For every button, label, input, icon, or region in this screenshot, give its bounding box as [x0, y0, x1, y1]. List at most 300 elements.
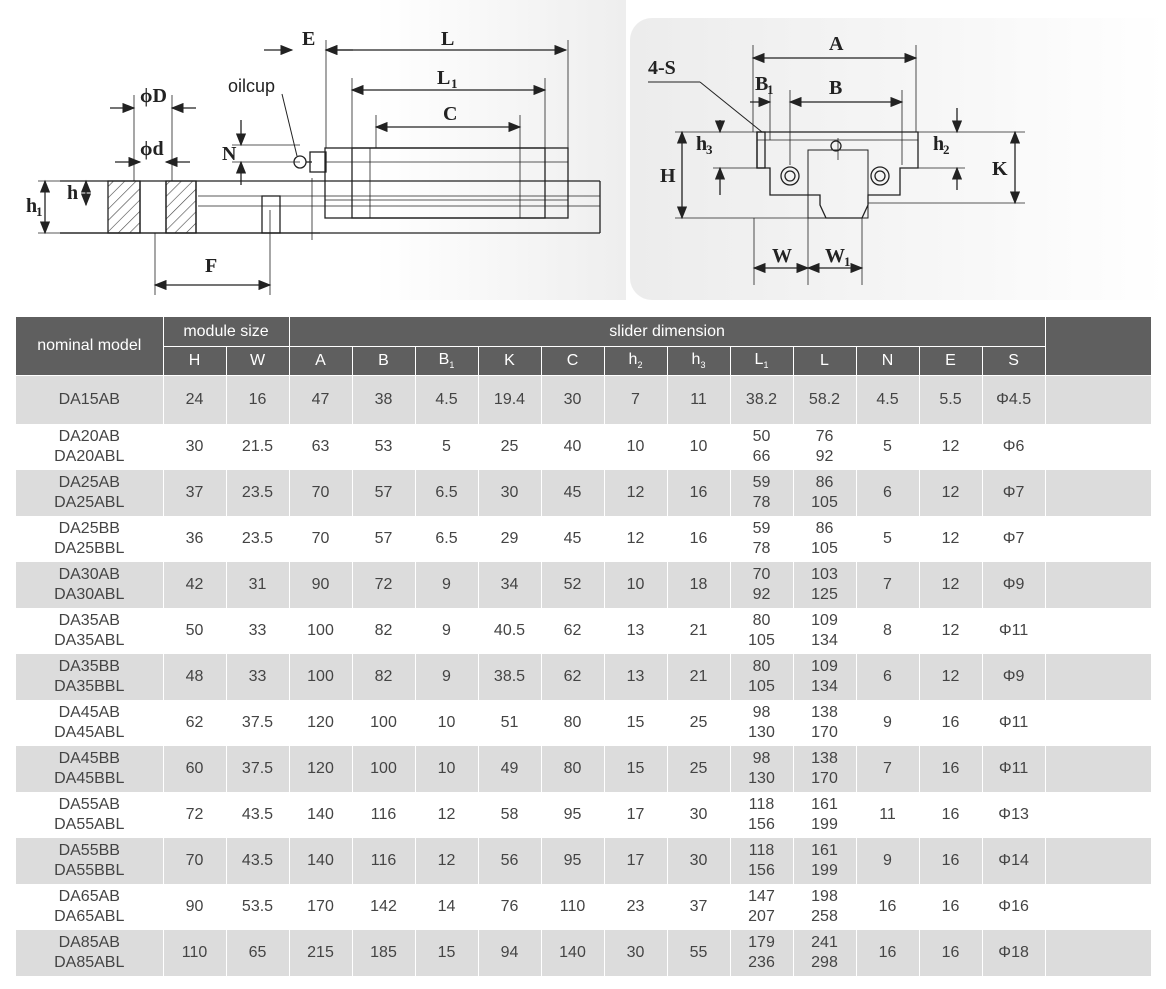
value-h3: 25	[689, 760, 708, 777]
label-K: K	[992, 158, 1008, 180]
value-l: 161	[811, 842, 838, 859]
column-header	[478, 347, 541, 376]
cell-k	[478, 562, 541, 608]
cell-a	[289, 376, 352, 425]
header-slider-dimension: slider dimension	[289, 317, 1045, 347]
column-header-subscript: 2	[637, 360, 643, 371]
label-B: B	[829, 77, 843, 99]
value-h2: 7	[631, 391, 640, 408]
value-h: 70	[185, 852, 204, 869]
cell-n	[856, 376, 919, 425]
label-h: h	[67, 182, 79, 204]
value-e: 12	[941, 668, 960, 685]
value-l1: 98	[752, 704, 771, 721]
value-h2: 12	[626, 484, 645, 501]
value-h2: 13	[626, 622, 645, 639]
value-e: 16	[941, 714, 960, 731]
label-h1-sub: 1	[36, 204, 43, 219]
value-a: 120	[307, 714, 334, 731]
cell-h3	[667, 792, 730, 838]
value-h: 90	[185, 898, 204, 915]
value-s: Φ11	[998, 622, 1029, 639]
cell-w	[226, 930, 289, 976]
value-b1: 9	[442, 622, 451, 639]
cell-k	[478, 930, 541, 976]
model-name: DA35AB	[58, 612, 120, 629]
value-h: 37	[185, 484, 204, 501]
cell-b1	[415, 838, 478, 884]
cell-l1	[730, 424, 793, 470]
value-b: 53	[374, 438, 393, 455]
value-e: 12	[941, 438, 960, 455]
cell-l	[793, 654, 856, 700]
value-l: 198	[811, 888, 838, 905]
cell-b	[352, 792, 415, 838]
cell-model	[16, 746, 163, 792]
cell-a	[289, 654, 352, 700]
value-l-long: 298	[811, 954, 838, 971]
cell-s	[982, 884, 1045, 930]
value-b: 72	[374, 576, 393, 593]
cell-c	[541, 930, 604, 976]
value-h3: 37	[689, 898, 708, 915]
value-l1: 98	[752, 750, 771, 767]
cell-c	[541, 746, 604, 792]
value-e: 16	[941, 806, 960, 823]
value-e: 12	[941, 622, 960, 639]
label-E: E	[302, 28, 316, 50]
cell-s	[982, 654, 1045, 700]
value-b1: 5	[442, 438, 451, 455]
value-b: 100	[370, 760, 397, 777]
cell-blank	[1045, 792, 1151, 838]
cell-c	[541, 792, 604, 838]
value-l1: 59	[752, 520, 771, 537]
cell-c	[541, 424, 604, 470]
value-n: 5	[883, 438, 892, 455]
model-name-long: DA65ABL	[54, 908, 125, 925]
cell-blank	[1045, 376, 1151, 425]
cell-n	[856, 884, 919, 930]
label-A: A	[829, 33, 844, 55]
model-name-long: DA20ABL	[54, 448, 125, 465]
cell-b1	[415, 792, 478, 838]
cell-h3	[667, 746, 730, 792]
value-b1: 12	[437, 852, 456, 869]
value-w: 33	[248, 668, 267, 685]
cell-model	[16, 516, 163, 562]
side-view-drawing	[38, 40, 600, 295]
cell-h2	[604, 700, 667, 746]
cell-h	[163, 930, 226, 976]
model-name-long: DA55BBL	[54, 862, 125, 879]
model-name: DA55BB	[58, 842, 120, 859]
cell-e	[919, 516, 982, 562]
cell-h2	[604, 746, 667, 792]
value-b1: 6.5	[435, 530, 458, 547]
cell-h2	[604, 608, 667, 654]
value-l: 161	[811, 796, 838, 813]
cell-blank	[1045, 424, 1151, 470]
model-name: DA30AB	[58, 566, 120, 583]
cell-n	[856, 608, 919, 654]
cell-h2	[604, 470, 667, 516]
cell-n	[856, 516, 919, 562]
cell-model	[16, 792, 163, 838]
cell-e	[919, 792, 982, 838]
cell-l	[793, 884, 856, 930]
value-e: 16	[941, 760, 960, 777]
value-l1: 118	[748, 842, 775, 859]
table-row	[16, 470, 1151, 516]
value-a: 140	[307, 806, 334, 823]
cell-h	[163, 884, 226, 930]
cell-w	[226, 470, 289, 516]
value-a: 70	[311, 530, 330, 547]
value-l-long: 134	[811, 632, 838, 649]
cell-h3	[667, 376, 730, 425]
value-c: 45	[563, 530, 582, 547]
label-B1: B	[755, 73, 769, 95]
cell-n	[856, 562, 919, 608]
value-k: 19.4	[493, 391, 526, 408]
cell-c	[541, 700, 604, 746]
value-h3: 25	[689, 714, 708, 731]
model-name: DA35BB	[58, 658, 120, 675]
cell-k	[478, 654, 541, 700]
cell-e	[919, 930, 982, 976]
header-blank	[1045, 317, 1151, 376]
cell-h3	[667, 838, 730, 884]
cell-a	[289, 700, 352, 746]
label-L1-sub: 1	[451, 76, 458, 91]
model-name-long: DA45BBL	[54, 770, 125, 787]
cell-a	[289, 838, 352, 884]
value-e: 12	[941, 530, 960, 547]
model-name-long: DA30ABL	[54, 586, 125, 603]
value-h2: 30	[626, 944, 645, 961]
cell-n	[856, 838, 919, 884]
value-n: 6	[883, 668, 892, 685]
value-a: 140	[307, 852, 334, 869]
cell-e	[919, 838, 982, 884]
value-l1: 179	[748, 934, 775, 951]
cell-k	[478, 700, 541, 746]
label-h2-sub: 2	[943, 142, 950, 157]
value-l: 109	[811, 658, 838, 675]
cell-w	[226, 516, 289, 562]
cell-s	[982, 700, 1045, 746]
value-h3: 55	[689, 944, 708, 961]
cell-b1	[415, 700, 478, 746]
value-k: 25	[500, 438, 519, 455]
label-C: C	[443, 103, 458, 125]
value-l1-long: 156	[748, 816, 775, 833]
value-h2: 17	[626, 806, 645, 823]
cell-model	[16, 838, 163, 884]
cell-k	[478, 376, 541, 425]
value-k: 51	[500, 714, 519, 731]
cell-a	[289, 746, 352, 792]
table-row	[16, 608, 1151, 654]
value-l1-long: 156	[748, 862, 775, 879]
cell-w	[226, 792, 289, 838]
table-body	[16, 376, 1151, 977]
cell-h3	[667, 516, 730, 562]
value-h2: 15	[626, 760, 645, 777]
column-header-main: L	[820, 352, 829, 369]
label-h1: h	[26, 195, 38, 217]
cell-e	[919, 654, 982, 700]
value-b: 142	[370, 898, 397, 915]
cell-e	[919, 562, 982, 608]
cell-h	[163, 838, 226, 884]
cell-h3	[667, 608, 730, 654]
label-h2: h	[933, 133, 945, 155]
cell-n	[856, 792, 919, 838]
label-W: W	[772, 245, 792, 267]
value-s: Φ11	[998, 714, 1029, 731]
label-H: H	[660, 165, 676, 187]
value-l: 241	[811, 934, 838, 951]
cell-a	[289, 608, 352, 654]
cell-h2	[604, 376, 667, 425]
value-c: 110	[559, 898, 586, 915]
cell-b	[352, 608, 415, 654]
cell-a	[289, 516, 352, 562]
cell-n	[856, 930, 919, 976]
table-row	[16, 700, 1151, 746]
cell-l	[793, 376, 856, 425]
cell-w	[226, 562, 289, 608]
value-a: 100	[307, 622, 334, 639]
value-l: 86	[815, 474, 834, 491]
value-n: 11	[879, 806, 896, 823]
value-w: 33	[248, 622, 267, 639]
value-s: Φ9	[1002, 668, 1025, 685]
value-l-long: 105	[811, 494, 838, 511]
cell-b	[352, 838, 415, 884]
cell-b	[352, 654, 415, 700]
cell-l1	[730, 376, 793, 425]
value-k: 34	[500, 576, 519, 593]
cell-a	[289, 884, 352, 930]
table-row	[16, 792, 1151, 838]
value-b: 57	[374, 484, 393, 501]
cell-model	[16, 562, 163, 608]
value-h: 24	[185, 391, 204, 408]
value-l1-long: 66	[752, 448, 771, 465]
cell-s	[982, 608, 1045, 654]
cell-blank	[1045, 470, 1151, 516]
column-header-main: B	[438, 351, 450, 369]
value-s: Φ4.5	[996, 391, 1032, 408]
value-l1-long: 105	[748, 678, 775, 695]
value-a: 120	[307, 760, 334, 777]
cell-a	[289, 424, 352, 470]
value-l1: 70	[752, 566, 771, 583]
cell-l	[793, 608, 856, 654]
value-b1: 15	[437, 944, 456, 961]
cell-h2	[604, 838, 667, 884]
cell-l1	[730, 746, 793, 792]
value-s: Φ16	[998, 898, 1029, 915]
cell-h2	[604, 884, 667, 930]
label-L: L	[441, 28, 455, 50]
cell-h	[163, 700, 226, 746]
cell-c	[541, 608, 604, 654]
cell-l1	[730, 562, 793, 608]
value-b: 116	[370, 852, 397, 869]
value-c: 40	[563, 438, 582, 455]
value-k: 40.5	[493, 622, 526, 639]
cell-h3	[667, 884, 730, 930]
cell-w	[226, 700, 289, 746]
value-n: 16	[878, 898, 897, 915]
value-w: 31	[248, 576, 267, 593]
cell-k	[478, 608, 541, 654]
cell-c	[541, 470, 604, 516]
header-nominal-model: nominal model	[16, 317, 163, 376]
table-row	[16, 746, 1151, 792]
value-b: 185	[370, 944, 397, 961]
table-row	[16, 654, 1151, 700]
cell-h2	[604, 516, 667, 562]
cell-model	[16, 700, 163, 746]
value-s: Φ9	[1002, 576, 1025, 593]
cell-s	[982, 746, 1045, 792]
model-name: DA25AB	[58, 474, 120, 491]
model-name: DA20AB	[58, 428, 120, 445]
value-s: Φ7	[1002, 530, 1025, 547]
table-row	[16, 424, 1151, 470]
model-name: DA45BB	[58, 750, 120, 767]
model-name-long: DA35ABL	[54, 632, 125, 649]
column-header	[730, 347, 793, 376]
value-b1: 10	[437, 760, 456, 777]
cell-w	[226, 424, 289, 470]
value-b1: 6.5	[435, 484, 458, 501]
cell-l	[793, 470, 856, 516]
value-h: 62	[185, 714, 204, 731]
value-w: 23.5	[241, 484, 274, 501]
value-h: 110	[181, 944, 208, 961]
value-b: 82	[374, 622, 393, 639]
cell-blank	[1045, 746, 1151, 792]
cell-b1	[415, 884, 478, 930]
value-w: 21.5	[241, 438, 274, 455]
cell-h	[163, 516, 226, 562]
value-s: Φ14	[998, 852, 1029, 869]
model-name: DA25BB	[58, 520, 120, 537]
dimension-table	[16, 317, 1152, 976]
column-header-subscript: 3	[700, 360, 706, 371]
cell-blank	[1045, 608, 1151, 654]
value-b1: 14	[437, 898, 456, 915]
value-h: 36	[185, 530, 204, 547]
label-h3-sub: 3	[706, 142, 713, 157]
cell-h	[163, 424, 226, 470]
cell-s	[982, 424, 1045, 470]
column-header	[226, 347, 289, 376]
value-w: 37.5	[241, 760, 274, 777]
cell-b	[352, 930, 415, 976]
cell-w	[226, 654, 289, 700]
table-row	[16, 930, 1151, 976]
column-header-main: S	[1008, 352, 1019, 369]
value-n: 8	[883, 622, 892, 639]
cell-e	[919, 470, 982, 516]
cell-a	[289, 562, 352, 608]
cell-b1	[415, 424, 478, 470]
cell-w	[226, 376, 289, 425]
cell-h3	[667, 470, 730, 516]
value-l1: 80	[752, 658, 771, 675]
cell-h	[163, 792, 226, 838]
header-module-size: module size	[163, 317, 289, 347]
value-h3: 21	[689, 622, 708, 639]
value-n: 4.5	[876, 391, 899, 408]
cell-h	[163, 608, 226, 654]
value-e: 16	[941, 852, 960, 869]
cell-l1	[730, 930, 793, 976]
value-h2: 23	[626, 898, 645, 915]
cell-h3	[667, 700, 730, 746]
value-l1-long: 130	[748, 724, 775, 741]
cell-l1	[730, 792, 793, 838]
value-l1: 59	[752, 474, 771, 491]
value-k: 49	[500, 760, 519, 777]
value-e: 12	[941, 484, 960, 501]
cell-h3	[667, 930, 730, 976]
value-b1: 9	[442, 668, 451, 685]
column-header	[793, 347, 856, 376]
value-a: 100	[307, 668, 334, 685]
label-W1: W	[825, 245, 845, 267]
cell-k	[478, 884, 541, 930]
cell-l	[793, 746, 856, 792]
value-e: 12	[941, 576, 960, 593]
value-k: 30	[500, 484, 519, 501]
column-header-subscript: 1	[449, 360, 455, 371]
value-c: 62	[563, 622, 582, 639]
table-row	[16, 376, 1151, 425]
cell-n	[856, 746, 919, 792]
cell-c	[541, 376, 604, 425]
value-a: 170	[307, 898, 334, 915]
value-h2: 17	[626, 852, 645, 869]
value-h: 50	[185, 622, 204, 639]
cell-l	[793, 838, 856, 884]
value-a: 215	[307, 944, 334, 961]
value-n: 7	[883, 760, 892, 777]
column-header-main: H	[188, 352, 201, 369]
value-l-long: 125	[811, 586, 838, 603]
value-l: 109	[811, 612, 838, 629]
column-header	[604, 347, 667, 376]
cell-k	[478, 792, 541, 838]
cell-w	[226, 746, 289, 792]
column-header	[415, 347, 478, 376]
cell-blank	[1045, 930, 1151, 976]
value-w: 16	[248, 391, 267, 408]
cell-h	[163, 746, 226, 792]
value-c: 30	[563, 391, 582, 408]
table-row	[16, 838, 1151, 884]
value-k: 56	[500, 852, 519, 869]
value-l-long: 199	[811, 816, 838, 833]
value-s: Φ7	[1002, 484, 1025, 501]
